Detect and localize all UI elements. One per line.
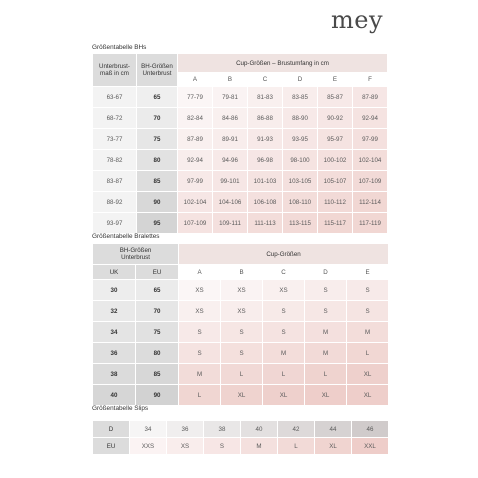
bh-cup-value: 86-88 xyxy=(248,108,282,128)
slips-d-value: 42 xyxy=(278,421,314,437)
bralettes-eu-value: 75 xyxy=(136,322,178,342)
bh-underbust-header: Unterbrust- maß in cm xyxy=(93,54,136,86)
bralettes-cup-value: M xyxy=(347,322,388,342)
bh-cup-value: 92-94 xyxy=(178,150,212,170)
table-row xyxy=(93,87,387,107)
bralettes-cup-letter: E xyxy=(347,265,388,279)
slips-eu-value: L xyxy=(278,438,314,454)
bh-cup-value: 110-112 xyxy=(318,192,352,212)
bralettes-header-row xyxy=(93,244,388,264)
bralettes-eu-label: EU xyxy=(136,265,178,279)
bralettes-cup-value: S xyxy=(221,343,262,363)
bralettes-uk-value: 36 xyxy=(93,343,135,363)
bh-cup-value: 92-94 xyxy=(353,108,387,128)
bralettes-cup-value: XL xyxy=(347,364,388,384)
bralettes-eu-value: 85 xyxy=(136,364,178,384)
slips-d-value: 40 xyxy=(241,421,277,437)
bralettes-cup-header: Cup-Größen xyxy=(179,244,388,264)
bh-cup-value: 106-108 xyxy=(248,192,282,212)
bralettes-underbust-header: BH-Größen Unterbrust xyxy=(93,244,178,264)
bh-underbust-range: 68-72 xyxy=(93,108,136,128)
bh-cup-letter: E xyxy=(318,73,352,86)
table-row xyxy=(93,280,388,300)
bh-size-value: 85 xyxy=(137,171,177,191)
bh-cup-value: 82-84 xyxy=(178,108,212,128)
slips-eu-row xyxy=(93,438,388,454)
bralettes-section-title: Größentabelle Bralettes xyxy=(92,233,160,240)
slips-d-row xyxy=(93,421,388,437)
bralettes-cup-value: L xyxy=(221,364,262,384)
bh-cup-value: 109-111 xyxy=(213,213,247,233)
bralettes-cup-value: XS xyxy=(179,301,220,321)
bralettes-cup-value: XL xyxy=(221,385,262,405)
slips-eu-value: XL xyxy=(315,438,351,454)
bh-size-header: BH-Größen Unterbrust xyxy=(137,54,177,86)
bh-cup-letter: A xyxy=(178,73,212,86)
bh-cup-value: 89-91 xyxy=(213,129,247,149)
bralettes-cup-value: XL xyxy=(305,385,346,405)
bralettes-eu-value: 80 xyxy=(136,343,178,363)
bh-size-table xyxy=(92,53,388,234)
bh-cup-letter: B xyxy=(213,73,247,86)
bh-cup-value: 87-89 xyxy=(178,129,212,149)
bh-underbust-range: 73-77 xyxy=(93,129,136,149)
bralettes-cup-value: XS xyxy=(263,280,304,300)
slips-eu-value: XXS xyxy=(130,438,166,454)
bralettes-cup-value: S xyxy=(347,280,388,300)
slips-d-value: 44 xyxy=(315,421,351,437)
bralettes-uk-label: UK xyxy=(93,265,135,279)
bh-cup-value: 81-83 xyxy=(248,87,282,107)
bralettes-cup-value: S xyxy=(263,322,304,342)
bh-cup-value: 115-117 xyxy=(318,213,352,233)
bh-cup-value: 117-119 xyxy=(353,213,387,233)
bh-cup-value: 94-96 xyxy=(213,150,247,170)
bralettes-eu-value: 70 xyxy=(136,301,178,321)
bh-cup-value: 99-101 xyxy=(213,171,247,191)
bralettes-eu-value: 65 xyxy=(136,280,178,300)
bh-cup-value: 105-107 xyxy=(318,171,352,191)
slips-eu-value: XS xyxy=(167,438,203,454)
slips-d-value: 36 xyxy=(167,421,203,437)
bralettes-uk-value: 30 xyxy=(93,280,135,300)
bh-cup-value: 100-102 xyxy=(318,150,352,170)
bralettes-uk-value: 38 xyxy=(93,364,135,384)
bralettes-cup-letter: B xyxy=(221,265,262,279)
bh-size-value: 70 xyxy=(137,108,177,128)
bh-cup-value: 112-114 xyxy=(353,192,387,212)
bh-size-value: 90 xyxy=(137,192,177,212)
bralettes-cup-value: S xyxy=(221,322,262,342)
bh-underbust-range: 93-97 xyxy=(93,213,136,233)
table-row xyxy=(93,171,387,191)
bh-cup-value: 95-97 xyxy=(318,129,352,149)
bralettes-size-table xyxy=(92,243,389,406)
bh-cup-value: 88-90 xyxy=(283,108,317,128)
bralettes-uk-value: 40 xyxy=(93,385,135,405)
bralettes-cup-value: XL xyxy=(347,385,388,405)
bralettes-cup-value: M xyxy=(179,364,220,384)
bh-cup-value: 113-115 xyxy=(283,213,317,233)
table-row xyxy=(93,150,387,170)
slips-eu-value: S xyxy=(204,438,240,454)
bh-cup-letter: C xyxy=(248,73,282,86)
bh-cup-value: 90-92 xyxy=(318,108,352,128)
bralettes-cup-letter: D xyxy=(305,265,346,279)
bralettes-cup-value: S xyxy=(263,301,304,321)
bralettes-cup-value: S xyxy=(305,280,346,300)
slips-d-value: 38 xyxy=(204,421,240,437)
bh-cup-value: 98-100 xyxy=(283,150,317,170)
bralettes-cup-value: L xyxy=(347,343,388,363)
table-row xyxy=(93,343,388,363)
bralettes-cup-value: S xyxy=(179,343,220,363)
bh-cup-value: 84-86 xyxy=(213,108,247,128)
bralettes-cup-value: L xyxy=(179,385,220,405)
bh-cup-value: 93-95 xyxy=(283,129,317,149)
bh-underbust-range: 83-87 xyxy=(93,171,136,191)
bh-size-value: 95 xyxy=(137,213,177,233)
bh-section-title: Größentabelle BHs xyxy=(92,44,147,51)
bh-underbust-range: 63-67 xyxy=(93,87,136,107)
bh-cup-value: 91-93 xyxy=(248,129,282,149)
table-row xyxy=(93,322,388,342)
table-row xyxy=(93,192,387,212)
bh-header-row xyxy=(93,54,387,72)
bh-cup-value: 101-103 xyxy=(248,171,282,191)
bh-size-value: 65 xyxy=(137,87,177,107)
slips-d-label: D xyxy=(93,421,129,437)
bh-cup-value: 111-113 xyxy=(248,213,282,233)
table-row xyxy=(93,129,387,149)
table-row xyxy=(93,108,387,128)
bralettes-cup-value: M xyxy=(305,343,346,363)
bralettes-cup-value: M xyxy=(305,322,346,342)
bh-cup-value: 77-79 xyxy=(178,87,212,107)
bh-cup-value: 102-104 xyxy=(353,150,387,170)
bh-cup-value: 83-85 xyxy=(283,87,317,107)
bh-size-value: 80 xyxy=(137,150,177,170)
bh-underbust-range: 78-82 xyxy=(93,150,136,170)
table-row xyxy=(93,385,388,405)
bh-cup-value: 87-89 xyxy=(353,87,387,107)
bralettes-uk-value: 34 xyxy=(93,322,135,342)
bralettes-cup-value: L xyxy=(305,364,346,384)
slips-section-title: Größentabelle Slips xyxy=(92,405,149,412)
bralettes-cup-value: M xyxy=(263,343,304,363)
bralettes-cup-value: S xyxy=(179,322,220,342)
bh-cup-value: 85-87 xyxy=(318,87,352,107)
bralettes-cup-value: XL xyxy=(263,385,304,405)
slips-size-table xyxy=(92,420,389,455)
bralettes-cup-value: S xyxy=(305,301,346,321)
bh-cup-value: 79-81 xyxy=(213,87,247,107)
bh-cup-value: 104-106 xyxy=(213,192,247,212)
bh-cup-value: 107-109 xyxy=(353,171,387,191)
bralettes-eu-value: 90 xyxy=(136,385,178,405)
bh-size-value: 75 xyxy=(137,129,177,149)
bh-cup-value: 107-109 xyxy=(178,213,212,233)
bralettes-cup-value: XS xyxy=(221,280,262,300)
table-row xyxy=(93,213,387,233)
bralettes-cup-value: L xyxy=(263,364,304,384)
bh-cup-value: 108-110 xyxy=(283,192,317,212)
slips-d-value: 46 xyxy=(352,421,388,437)
slips-eu-value: XXL xyxy=(352,438,388,454)
slips-d-value: 34 xyxy=(130,421,166,437)
bh-cup-value: 102-104 xyxy=(178,192,212,212)
bh-cup-header: Cup-Größen – Brustumfang in cm xyxy=(178,54,387,72)
bralettes-cup-value: XS xyxy=(221,301,262,321)
bh-cup-value: 97-99 xyxy=(353,129,387,149)
bh-cup-value: 103-105 xyxy=(283,171,317,191)
bh-underbust-range: 88-92 xyxy=(93,192,136,212)
bralettes-subheader-row xyxy=(93,265,388,279)
table-row xyxy=(93,364,388,384)
bh-cup-letter: F xyxy=(353,73,387,86)
slips-eu-label: EU xyxy=(93,438,129,454)
bralettes-cup-value: S xyxy=(347,301,388,321)
bralettes-cup-letter: A xyxy=(179,265,220,279)
bralettes-cup-value: XS xyxy=(179,280,220,300)
bh-cup-value: 97-99 xyxy=(178,171,212,191)
brand-logo: mey xyxy=(331,6,384,34)
bralettes-cup-letter: C xyxy=(263,265,304,279)
bh-cup-letter: D xyxy=(283,73,317,86)
table-row xyxy=(93,301,388,321)
bralettes-uk-value: 32 xyxy=(93,301,135,321)
slips-eu-value: M xyxy=(241,438,277,454)
bh-cup-value: 96-98 xyxy=(248,150,282,170)
